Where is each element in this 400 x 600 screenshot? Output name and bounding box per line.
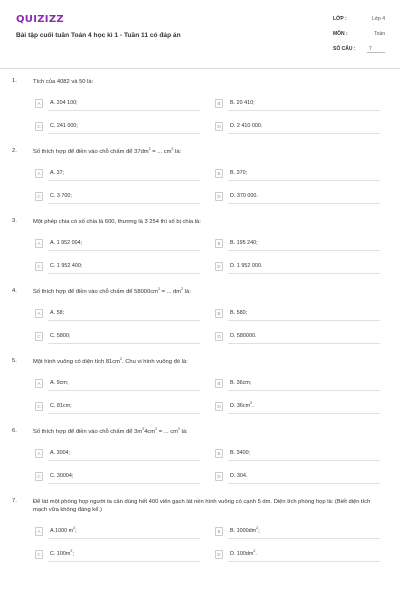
option-underline — [228, 203, 380, 204]
option-letter-box: A — [35, 379, 43, 388]
option-underline — [48, 203, 200, 204]
option-letter-box: C — [35, 332, 43, 341]
option-a[interactable] — [35, 99, 200, 111]
option-d[interactable] — [215, 122, 380, 134]
option-letter-box: B — [215, 527, 223, 536]
option-underline — [48, 320, 200, 321]
option-letter-box: D — [215, 192, 223, 201]
option-text: D. 580000. — [230, 333, 257, 339]
option-underline — [228, 273, 380, 274]
option-d[interactable] — [215, 550, 380, 562]
option-letter-box: B — [215, 239, 223, 248]
option-text: D. 304. — [230, 473, 248, 479]
meta-count-value: 7 — [367, 46, 385, 53]
option-d[interactable] — [215, 402, 380, 414]
option-underline — [48, 483, 200, 484]
option-underline — [228, 483, 380, 484]
option-letter-box: D — [215, 472, 223, 481]
option-a[interactable] — [35, 527, 200, 539]
option-text: C. $100m^2$; — [50, 549, 74, 557]
option-underline — [48, 413, 200, 414]
option-a[interactable] — [35, 169, 200, 181]
option-underline — [228, 413, 380, 414]
meta-grade-label: LỚP : — [333, 16, 347, 22]
option-letter-box: A — [35, 527, 43, 536]
option-d[interactable] — [215, 262, 380, 274]
option-letter-box: C — [35, 550, 43, 559]
quizizz-logo: QUIZIZZ — [16, 14, 64, 25]
option-text: B. 20 410; — [230, 100, 255, 106]
option-b[interactable] — [215, 309, 380, 321]
option-underline — [48, 273, 200, 274]
option-b[interactable] — [215, 527, 380, 539]
option-a[interactable] — [35, 379, 200, 391]
option-underline — [228, 133, 380, 134]
option-underline — [48, 561, 200, 562]
option-letter-box: A — [35, 309, 43, 318]
option-text: D. 370 000. — [230, 193, 258, 199]
question-text: Số thích hợp để điền vào chỗ chấm để $37dm^2$ = ... $cm^2$ là: — [33, 147, 182, 155]
option-letter-box: A — [35, 169, 43, 178]
option-text: B. $1000dm^2$; — [230, 526, 260, 534]
option-letter-box: C — [35, 472, 43, 481]
option-underline — [228, 390, 380, 391]
option-letter-box: B — [215, 309, 223, 318]
option-underline — [48, 390, 200, 391]
option-letter-box: B — [215, 99, 223, 108]
meta-count-label: SỐ CÂU : — [333, 46, 356, 52]
question-number: 2. — [12, 148, 17, 154]
option-a[interactable] — [35, 449, 200, 461]
option-a[interactable] — [35, 239, 200, 251]
option-d[interactable] — [215, 472, 380, 484]
option-letter-box: D — [215, 122, 223, 131]
option-text: D. 2 410 000. — [230, 123, 263, 129]
option-c[interactable] — [35, 472, 200, 484]
question-text: Để lát một phòng họp người ta cần dùng hết 400 viên gạch lát nền hình vuông có cạnh 5 dm. Diện tích phòng họp là: (Biết diện tích mạch vữa không đáng kể.) — [33, 499, 371, 513]
option-letter-box: D — [215, 332, 223, 341]
meta-subject-label: MÔN : — [333, 31, 348, 37]
option-text: B. 36cm; — [230, 380, 252, 386]
option-letter-box: A — [35, 99, 43, 108]
option-letter-box: A — [35, 239, 43, 248]
option-text: A. 3004; — [50, 450, 71, 456]
option-text: B. 3400; — [230, 450, 251, 456]
option-letter-box: D — [215, 402, 223, 411]
option-text: B. 370; — [230, 170, 248, 176]
meta-subject-value: Toán — [374, 31, 385, 37]
question-text: Tích của 4082 và 50 là: — [33, 79, 94, 85]
question-number: 5. — [12, 358, 17, 364]
option-text: A. 204 100; — [50, 100, 78, 106]
option-b[interactable] — [215, 449, 380, 461]
option-a[interactable] — [35, 309, 200, 321]
option-letter-box: C — [35, 122, 43, 131]
option-letter-box: D — [215, 262, 223, 271]
option-letter-box: A — [35, 449, 43, 458]
option-b[interactable] — [215, 99, 380, 111]
option-text: C. 5800; — [50, 333, 71, 339]
option-text: D. 1 952 000. — [230, 263, 263, 269]
option-c[interactable] — [35, 262, 200, 274]
option-text: A.1000 $m^2$; — [50, 526, 77, 534]
option-d[interactable] — [215, 192, 380, 204]
option-letter-box: C — [35, 262, 43, 271]
option-c[interactable] — [35, 402, 200, 414]
option-letter-box: B — [215, 169, 223, 178]
option-text: C. 241 000; — [50, 123, 78, 129]
option-text: A. 9cm; — [50, 380, 69, 386]
option-underline — [228, 110, 380, 111]
page-title: Bài tập cuối tuần Toán 4 học kì 1 - Tuần 11 có đáp án — [16, 32, 181, 39]
question-text: Số thích hợp để điền vào chỗ chấm để $58000cm^2$ = ... $dm^2$ là: — [33, 287, 191, 295]
option-letter-box: B — [215, 379, 223, 388]
question-number: 7. — [12, 498, 17, 504]
option-text: A. 58; — [50, 310, 65, 316]
option-underline — [48, 250, 200, 251]
option-c[interactable] — [35, 550, 200, 562]
option-d[interactable] — [215, 332, 380, 344]
option-letter-box: C — [35, 402, 43, 411]
option-text: D. $36cm^2$. — [230, 401, 254, 409]
option-underline — [48, 133, 200, 134]
option-b[interactable] — [215, 379, 380, 391]
header-divider — [0, 68, 400, 69]
option-text: A. 37; — [50, 170, 65, 176]
option-underline — [48, 538, 200, 539]
question-number: 1. — [12, 78, 17, 84]
question-number: 6. — [12, 428, 17, 434]
question-number: 3. — [12, 218, 17, 224]
option-text: B. 195 240; — [230, 240, 258, 246]
option-text: C. 81cm; — [50, 403, 72, 409]
option-text: C. 3 700; — [50, 193, 72, 199]
worksheet-header — [0, 0, 400, 70]
question-text: Một phép chia có số chia là 600, thương là 3 254 thì số bị chia là: — [33, 219, 201, 225]
option-text: B. 580; — [230, 310, 248, 316]
option-underline — [228, 460, 380, 461]
option-underline — [228, 180, 380, 181]
option-text: C. 1 952 400; — [50, 263, 83, 269]
option-text: D. $100dm^2$. — [230, 549, 257, 557]
option-text: A. 1 952 004; — [50, 240, 83, 246]
option-underline — [228, 538, 380, 539]
option-c[interactable] — [35, 122, 200, 134]
question-number: 4. — [12, 288, 17, 294]
option-b[interactable] — [215, 239, 380, 251]
option-b[interactable] — [215, 169, 380, 181]
option-underline — [228, 343, 380, 344]
option-underline — [228, 561, 380, 562]
option-underline — [228, 320, 380, 321]
option-letter-box: B — [215, 449, 223, 458]
question-text: Một hình vuông có diện tích $81cm^2$. Chu vi hình vuông đó là: — [33, 357, 188, 365]
option-c[interactable] — [35, 192, 200, 204]
option-c[interactable] — [35, 332, 200, 344]
question-text: Số thích hợp để điền vào chỗ chấm để $3m^24cm^2$ = ... $cm^2$ là: — [33, 427, 188, 435]
option-underline — [48, 460, 200, 461]
option-underline — [48, 180, 200, 181]
option-underline — [48, 110, 200, 111]
option-text: C. 30004; — [50, 473, 74, 479]
option-letter-box: D — [215, 550, 223, 559]
meta-grade-value: Lớp 4 — [371, 16, 385, 22]
option-underline — [48, 343, 200, 344]
option-letter-box: C — [35, 192, 43, 201]
option-underline — [228, 250, 380, 251]
